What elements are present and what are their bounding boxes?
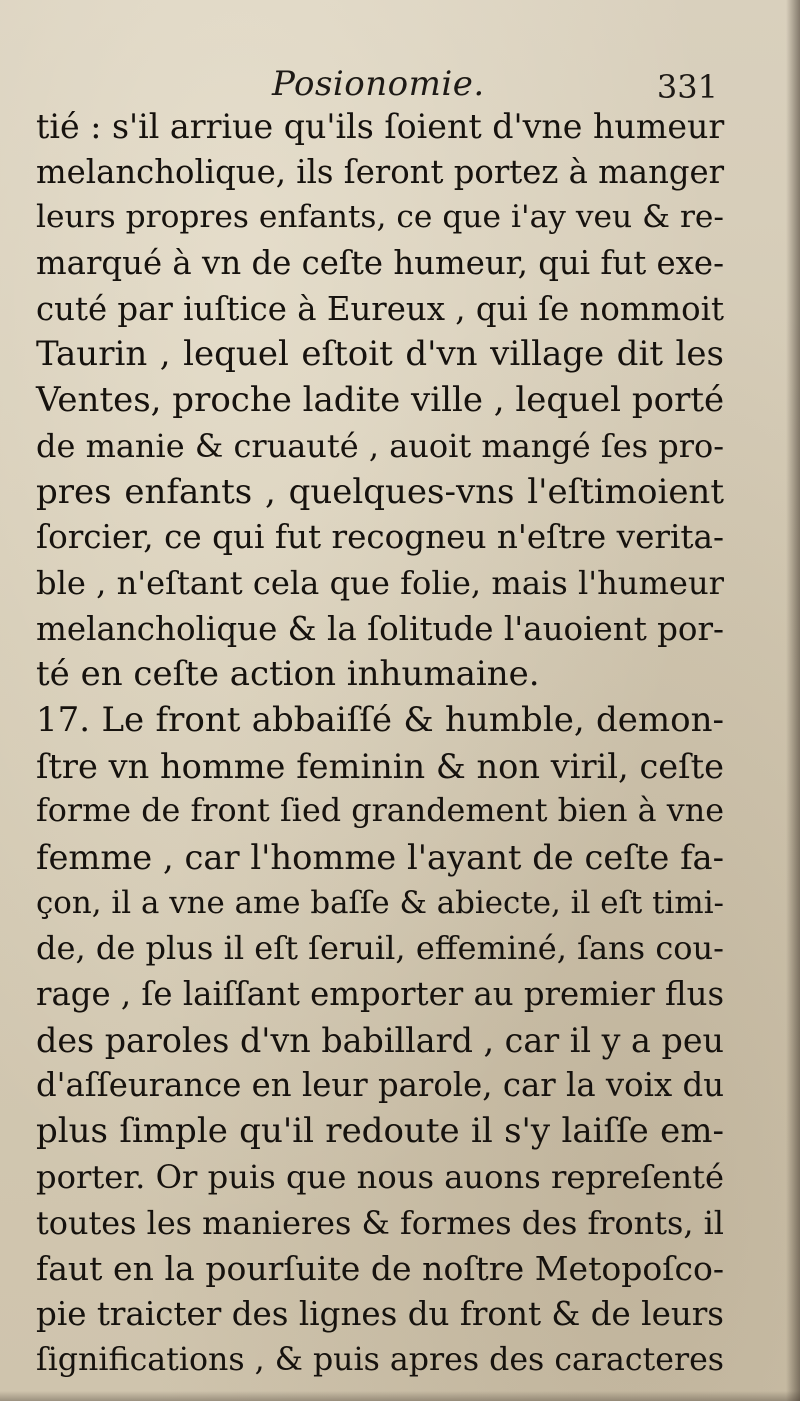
text-line: plus ſimple qu'il redoute il s'y laiſſe em- xyxy=(36,1111,724,1152)
text-line: toutes les manieres & formes des fronts, il xyxy=(36,1203,724,1242)
text-line: ſignifications , & puis apres des caracteres xyxy=(36,1341,724,1378)
text-line: Ventes, proche ladite ville , lequel porté xyxy=(36,380,725,421)
page-edge-shadow xyxy=(786,0,800,1401)
text-line: leurs propres enfants, ce que i'ay veu & re- xyxy=(36,199,724,236)
text-line: Taurin , lequel eſtoit d'vn village dit les xyxy=(36,334,724,375)
text-line: rage , ſe laiſſant emporter au premier flus xyxy=(36,975,725,1014)
text-line: des paroles d'vn babillard , car il y a peu xyxy=(36,1020,724,1060)
text-line: pie traicter des lignes du front & de leurs xyxy=(36,1294,724,1333)
page-number: 331 xyxy=(656,68,718,106)
text-line: forme de front ſied grandement bien à vne xyxy=(36,793,724,830)
text-line: té en ceſte action inhumaine. xyxy=(36,654,540,695)
text-line: pres enfants , quelques-vns l'eſtimoient xyxy=(36,471,724,512)
text-line: tié : s'il arriue qu'ils ſoient d'vne humeur xyxy=(36,107,725,146)
text-line: ſtre vn homme feminin & non viril, ceſte xyxy=(36,746,724,786)
running-title: Posionomie. xyxy=(272,64,485,104)
body-text xyxy=(36,104,724,1383)
text-line: melancholique, ils ſeront portez à manger xyxy=(36,152,725,191)
text-line: de manie & cruauté , auoit mangé ſes pro- xyxy=(36,426,724,465)
text-line: de, de plus il eſt ſeruil, effeminé, ſans cou- xyxy=(36,929,724,968)
page-bottom-shadow xyxy=(0,1391,800,1401)
text-line: ſorcier, ce qui fut recogneu n'eſtre verita- xyxy=(36,518,724,557)
text-line: porter. Or puis que nous auons repreſenté xyxy=(36,1157,724,1196)
text-line: faut en la pourſuite de noſtre Metopoſco- xyxy=(36,1249,724,1289)
text-line: marqué à vn de ceſte humeur, qui fut exe- xyxy=(36,244,724,283)
text-line: ble , n'eſtant cela que folie, mais l'humeur xyxy=(36,563,724,602)
text-line: d'aſſeurance en leur parole, car la voix du xyxy=(36,1066,724,1105)
text-line: cuté par iuſtice à Eureux , qui ſe nommoit xyxy=(36,289,724,328)
text-line: melancholique & la ſolitude l'auoient por- xyxy=(36,609,725,648)
text-line: çon, il a vne ame baſſe & abiecte, il eſt timi- xyxy=(36,884,724,921)
text-line: 17. Le front abbaiſſé & humble, demon- xyxy=(36,699,724,740)
text-line: femme , car l'homme l'ayant de ceſte fa- xyxy=(36,838,724,877)
